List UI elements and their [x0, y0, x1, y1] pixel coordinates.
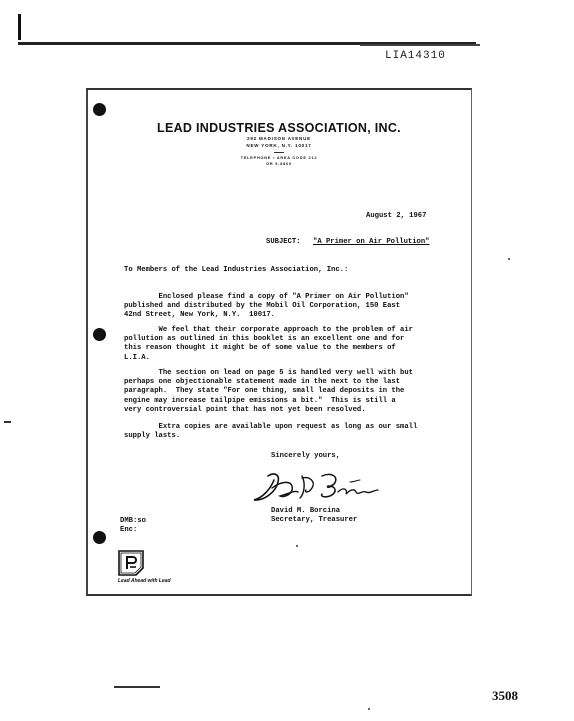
- letterhead-organization: LEAD INDUSTRIES ASSOCIATION, INC.: [157, 121, 401, 135]
- letterhead-telephone-number: OR 9-8860: [266, 162, 292, 166]
- letterhead-address-city: NEW YORK, N.Y. 10017: [246, 143, 312, 148]
- lead-industries-logo-icon: [116, 548, 146, 578]
- scan-mark: [4, 421, 11, 423]
- typist-initials: DMB:so: [120, 517, 146, 525]
- letterhead-divider: [274, 152, 284, 153]
- paragraph-lead-section: The section on lead on page 5 is handled very well with but perhaps one objectionable statement made in the next to the last paragraph. They state "For one thing, small lead deposits in the engine may increase tailpipe emissions a bit." This is still a very controversial point that has not yet been resolved.: [124, 369, 413, 414]
- letterhead-address-street: 292 MADISON AVENUE: [247, 136, 311, 141]
- signer-name: David M. Borcina: [271, 507, 341, 515]
- punch-hole: [93, 531, 106, 544]
- logo-slogan: Lead Ahead with Lead: [118, 578, 171, 584]
- document-id-stamp: LIA14310: [385, 50, 446, 62]
- scan-edge-line: [360, 44, 480, 46]
- paragraph-enclosure: Enclosed please find a copy of "A Primer on Air Pollution" published and distributed by the Mobil Oil Corporation, 150 East 42nd Street, New York, N.Y. 10017.: [124, 293, 409, 320]
- paragraph-extra-copies: Extra copies are available upon request as long as our small supply lasts.: [124, 423, 418, 441]
- paragraph-approach: We feel that their corporate approach to the problem of air pollution as outlined in this booklet is an excellent one and for this reason thought it might be of some value to the members of L.I.A.: [124, 326, 413, 362]
- subject-label: SUBJECT:: [266, 238, 301, 246]
- signature-graphic: [250, 468, 380, 506]
- closing: Sincerely yours,: [271, 452, 341, 460]
- salutation: To Members of the Lead Industries Association, Inc.:: [124, 266, 349, 274]
- scan-speck: [508, 258, 510, 260]
- punch-hole: [93, 328, 106, 341]
- scan-edge-line: [114, 686, 160, 688]
- page-number: 3508: [492, 688, 518, 703]
- letterhead-telephone-label: TELEPHONE • AREA CODE 212: [240, 156, 318, 160]
- scan-mark: [18, 14, 21, 40]
- punch-hole: [93, 103, 106, 116]
- signer-title: Secretary, Treasurer: [271, 516, 358, 524]
- enclosure-note: Enc:: [120, 526, 138, 534]
- letter-date: August 2, 1967: [366, 212, 427, 220]
- subject-value: "A Primer on Air Pollution": [313, 238, 430, 246]
- scan-speck: [368, 708, 370, 710]
